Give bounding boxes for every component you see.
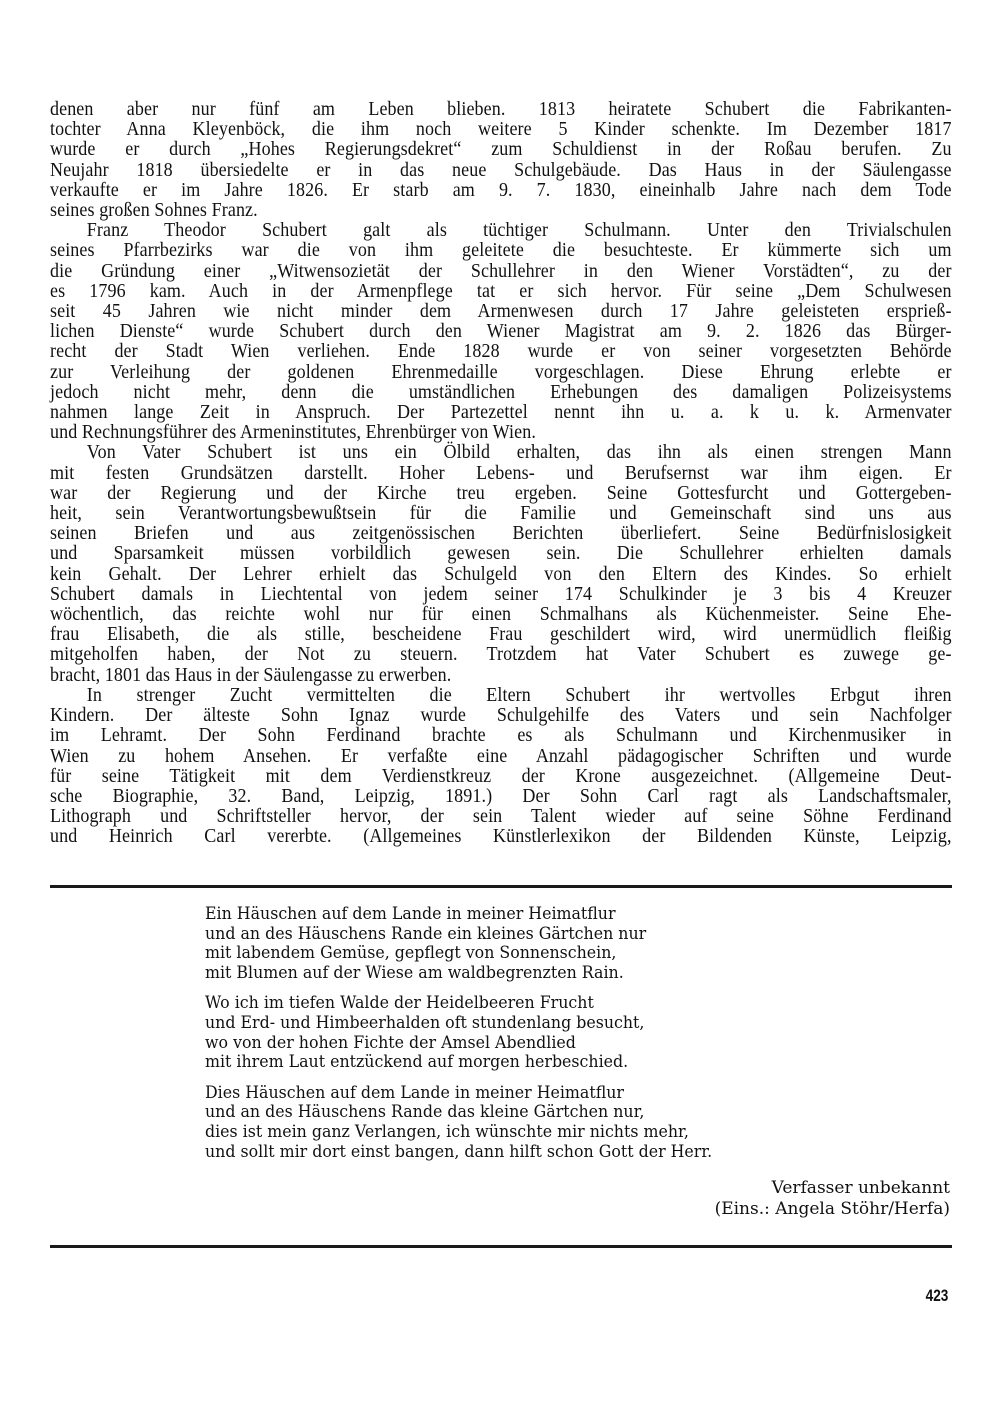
text-line: nahmen lange Zeit in Anspruch. Der Partezettel nennt ihn u. a. k u. k. Armenvater xyxy=(50,402,952,424)
text-line: seit 45 Jahren wie nicht minder dem Armenwesen durch 17 Jahre geleisteten ersprieß- xyxy=(50,301,952,323)
poem-line: Dies Häuschen auf dem Lande in meiner Heimatflur xyxy=(205,1082,624,1103)
poem-stanza xyxy=(205,994,903,1072)
text-line: recht der Stadt Wien verliehen. Ende 1828 wurde er von seiner vorgesetzten Behörde xyxy=(50,341,952,363)
poem-line: und sollt mir dort einst bangen, dann hilft schon Gott der Herr. xyxy=(205,1141,713,1162)
text-line: tochter Anna Kleyenböck, die ihm noch weitere 5 Kinder schenkte. Im Dezember 1817 xyxy=(50,119,952,141)
text-line: frau Elisabeth, die als stille, bescheidene Frau geschildert wird, wird unermüdlich fleißig xyxy=(50,624,952,646)
text-line: denen aber nur fünf am Leben blieben. 1813 heiratete Schubert die Fabrikanten- xyxy=(50,99,952,120)
divider-rule-bottom xyxy=(50,1245,952,1248)
text-line: jedoch nicht mehr, denn die umständlichen Erhebungen des damaligen Polizeisystems xyxy=(50,381,952,403)
text-line: für seine Tätigkeit mit dem Verdienstkreuz der Krone ausgezeichnet. (Allgemeine Deut- xyxy=(50,765,952,787)
poem-submitter: (Eins.: Angela Stöhr/Herfa) xyxy=(714,1199,950,1219)
text-line: kein Gehalt. Der Lehrer erhielt das Schulgeld von den Eltern des Kindes. So erhielt xyxy=(50,563,952,585)
text-line: sche Biographie, 32. Band, Leipzig, 1891.) Der Sohn Carl ragt als Landschaftsmaler, xyxy=(50,785,952,807)
divider-rule-top xyxy=(50,885,952,888)
text-line: seines großen Sohnes Franz. xyxy=(50,200,258,222)
poem-stanza xyxy=(205,905,903,983)
body-text xyxy=(50,100,952,848)
poem xyxy=(205,905,903,1173)
text-line: war der Regierung und der Kirche treu ergeben. Seine Gottesfurcht und Gottergeben- xyxy=(50,482,952,504)
poem-line: Wo ich im tiefen Walde der Heidelbeeren Frucht xyxy=(205,993,594,1014)
text-line: zur Verleihung der goldenen Ehrenmedaille vorgeschlagen. Diese Ehrung erlebte er xyxy=(50,361,952,383)
text-line: heit, sein Verantwortungsbewußtsein für die Familie und Gemeinschaft sind uns aus xyxy=(50,503,952,525)
poem-line: dies ist mein ganz Verlangen, ich wünschte mir nichts mehr, xyxy=(205,1121,689,1142)
paragraph xyxy=(50,686,952,848)
text-line: wöchentlich, das reichte wohl nur für einen Schmalhans als Küchenmeister. Seine Ehe- xyxy=(50,604,952,626)
poem-line: und Erd- und Himbeerhalden oft stundenlang besucht, xyxy=(205,1012,645,1033)
poem-attribution xyxy=(715,1178,950,1220)
text-line: In strenger Zucht vermittelten die Eltern Schubert ihr wertvolles Erbgut ihren xyxy=(86,684,952,706)
text-line: mit festen Grundsätzen darstellt. Hoher Lebens- und Berufsernst war ihm eigen. Er xyxy=(50,462,952,484)
paragraph xyxy=(50,100,952,221)
poem-stanza xyxy=(205,1084,903,1162)
poem-line: mit labendem Gemüse, gepflegt von Sonnenschein, xyxy=(205,943,617,964)
paragraph xyxy=(50,443,952,685)
text-line: es 1796 kam. Auch in der Armenpflege tat er sich hervor. Für seine „Dem Schulwesen xyxy=(50,280,952,302)
poem-line: und an des Häuschens Rande das kleine Gärtchen nur, xyxy=(205,1102,645,1123)
text-line: Von Vater Schubert ist uns ein Ölbild erhalten, das ihn als einen strengen Mann xyxy=(86,442,952,464)
poem-line: Ein Häuschen auf dem Lande in meiner Heimatflur xyxy=(205,904,616,924)
text-line: lichen Dienste“ wurde Schubert durch den Wiener Magistrat am 9. 2. 1826 das Bürger- xyxy=(50,321,952,343)
poem-author: Verfasser unbekannt xyxy=(771,1178,950,1198)
text-line: Franz Theodor Schubert galt als tüchtiger Schulmann. Unter den Trivialschulen xyxy=(86,220,952,242)
text-line: wurde er durch „Hohes Regierungsdekret“ zum Schuldienst in der Roßau berufen. Zu xyxy=(50,139,952,161)
paragraph xyxy=(50,221,952,443)
text-line: die Gründung einer „Witwensozietät der Schullehrer in den Wiener Vorstädten“, zu der xyxy=(50,260,952,282)
poem-line: und an des Häuschens Rande ein kleines Gärtchen nur xyxy=(205,923,647,944)
text-line: Schubert damals in Liechtental von jedem seiner 174 Schulkinder je 3 bis 4 Kreuzer xyxy=(50,583,952,605)
poem-line: mit Blumen auf der Wiese am waldbegrenzten Rain. xyxy=(205,962,624,983)
text-line: Wien zu hohem Ansehen. Er verfaßte eine Anzahl pädagogischer Schriften und wurde xyxy=(50,745,952,767)
text-line: bracht, 1801 das Haus in der Säulengasse zu erwerben. xyxy=(50,664,452,686)
text-line: Neujahr 1818 übersiedelte er in das neue Schulgebäude. Das Haus in der Säulengasse xyxy=(50,159,952,181)
text-line: seinen Briefen und aus zeitgenössischen Berichten überliefert. Seine Bedürfnislosigkeit xyxy=(50,523,952,545)
text-line: Kindern. Der älteste Sohn Ignaz wurde Schulgehilfe des Vaters und sein Nachfolger xyxy=(50,705,952,727)
text-line: und Heinrich Carl vererbte. (Allgemeines Künstlerlexikon der Bildenden Künste, Leipzig, xyxy=(50,826,952,848)
page-number: 423 xyxy=(925,1286,948,1305)
text-line: Lithograph und Schriftsteller hervor, der sein Talent wieder auf seine Söhne Ferdinand xyxy=(50,806,952,828)
text-line: und Sparsamkeit müssen vorbildlich gewesen sein. Die Schullehrer erhielten damals xyxy=(50,543,952,565)
text-line: verkaufte er im Jahre 1826. Er starb am 9. 7. 1830, eineinhalb Jahre nach dem Tode xyxy=(50,179,952,201)
poem-line: mit ihrem Laut entzückend auf morgen herbeschied. xyxy=(205,1052,629,1073)
text-line: mitgeholfen haben, der Not zu steuern. Trotzdem hat Vater Schubert es zuwege ge- xyxy=(50,644,952,666)
poem-line: wo von der hohen Fichte der Amsel Abendlied xyxy=(205,1032,576,1053)
text-line: und Rechnungsführer des Armeninstitutes, Ehrenbürger von Wien. xyxy=(50,422,536,444)
text-line: seines Pfarrbezirks war die von ihm geleitete die besuchteste. Er kümmerte sich um xyxy=(50,240,952,262)
text-line: im Lehramt. Der Sohn Ferdinand brachte es als Schulmann und Kirchenmusiker in xyxy=(50,725,952,747)
